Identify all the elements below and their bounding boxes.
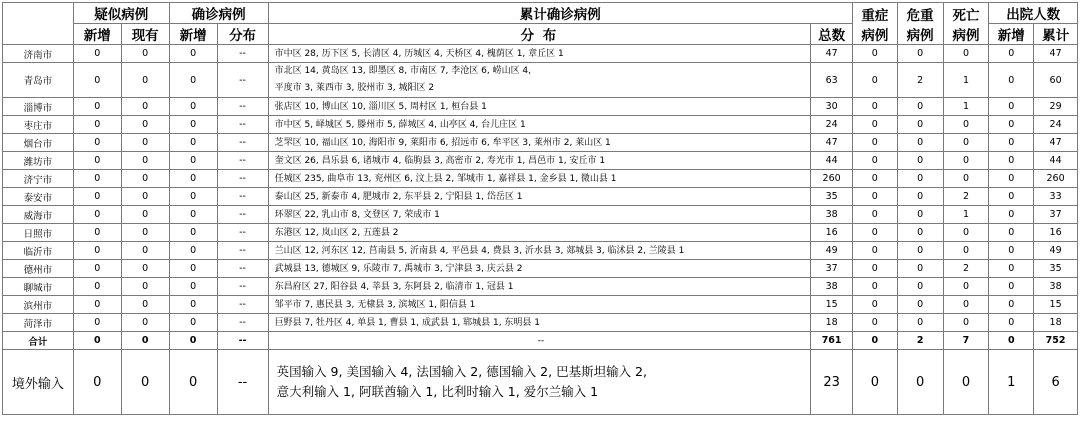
death-cell: 2 (943, 260, 989, 278)
header-severe: 重症 病例 (852, 3, 897, 45)
death-cell: 1 (943, 98, 989, 116)
confirmed-distribution-cell: -- (217, 188, 268, 206)
city-cell: 德州市 (3, 260, 74, 278)
severe-cell: 0 (852, 296, 897, 314)
confirmed-distribution-cell: -- (217, 260, 268, 278)
severe-cell: 0 (852, 242, 897, 260)
discharged-new-cell: 0 (989, 152, 1034, 170)
confirmed-new-cell: 0 (169, 278, 217, 296)
severe-cell: 0 (852, 98, 897, 116)
confirmed-distribution-cell: -- (217, 242, 268, 260)
suspected-current-cell: 0 (121, 242, 169, 260)
confirmed-new-cell: 0 (169, 188, 217, 206)
table-row (3, 242, 1078, 260)
cumulative-distribution-cell (268, 134, 811, 152)
cumulative-total-cell: 23 (811, 350, 853, 415)
covid-stats-table (2, 2, 1078, 415)
severe-cell: 0 (852, 116, 897, 134)
suspected-new-cell: 0 (73, 296, 121, 314)
discharged-cumulative-cell: 49 (1034, 242, 1078, 260)
cumulative-total-cell: 47 (811, 134, 853, 152)
distribution-line: 武城县 13, 德城区 9, 乐陵市 7, 禹城市 3, 宁津县 3, 庆云县 2 (274, 263, 523, 274)
confirmed-new-cell: 0 (169, 242, 217, 260)
critical-cell: 2 (897, 63, 943, 98)
cumulative-distribution-cell (268, 260, 811, 278)
suspected-new-cell: 0 (73, 242, 121, 260)
cumulative-distribution-cell (268, 63, 811, 98)
distribution-line: 张店区 10, 博山区 10, 淄川区 5, 周村区 1, 桓台县 1 (274, 101, 487, 112)
death-cell: 0 (943, 314, 989, 332)
table-row (3, 152, 1078, 170)
table-row (3, 170, 1078, 188)
distribution-line: 市北区 14, 黄岛区 13, 即墨区 8, 市南区 7, 李沧区 6, 崂山区 4, (274, 66, 532, 76)
confirmed-distribution-cell: -- (217, 45, 268, 63)
discharged-new-cell: 1 (989, 350, 1034, 415)
death-cell: 2 (943, 188, 989, 206)
header-confirmed: 确诊病例 (169, 3, 268, 24)
header-suspected-new: 新增 (73, 24, 121, 45)
death-cell: 1 (943, 206, 989, 224)
city-cell: 境外输入 (3, 350, 74, 415)
city-cell: 济南市 (3, 45, 74, 63)
suspected-current-cell: 0 (121, 260, 169, 278)
confirmed-distribution-cell: -- (217, 63, 268, 98)
suspected-new-cell: 0 (73, 206, 121, 224)
critical-cell: 0 (897, 350, 943, 415)
table-row (3, 188, 1078, 206)
header-discharged-cumulative: 累计 (1034, 24, 1078, 45)
distribution-line: 巨野县 7, 牡丹区 4, 单县 1, 曹县 1, 成武县 1, 郓城县 1, 东明县 1 (274, 317, 541, 328)
confirmed-distribution-cell: -- (217, 224, 268, 242)
death-cell: 0 (943, 134, 989, 152)
severe-cell: 0 (852, 350, 897, 415)
cumulative-distribution-cell (268, 224, 811, 242)
city-cell: 合计 (3, 332, 74, 350)
confirmed-distribution-cell: -- (217, 278, 268, 296)
suspected-new-cell: 0 (73, 278, 121, 296)
discharged-new-cell: 0 (989, 332, 1034, 350)
cumulative-total-cell: 15 (811, 296, 853, 314)
city-cell: 淄博市 (3, 98, 74, 116)
confirmed-distribution-cell: -- (217, 296, 268, 314)
distribution-line: 邹平市 7, 惠民县 3, 无棣县 3, 滨城区 1, 阳信县 1 (274, 299, 476, 310)
distribution-line: 英国输入 9, 美国输入 4, 法国输入 2, 德国输入 2, 巴基斯坦输入 2, (276, 364, 647, 379)
distribution-line: 东昌府区 27, 阳谷县 4, 莘县 3, 东阿县 2, 临清市 1, 冠县 1 (274, 281, 514, 292)
cumulative-distribution-cell (268, 296, 811, 314)
distribution-line: 平度市 3, 莱西市 3, 胶州市 3, 城阳区 2 (274, 83, 435, 93)
table-body (3, 45, 1078, 415)
death-cell: 0 (943, 242, 989, 260)
death-cell: 0 (943, 152, 989, 170)
distribution-line: 环翠区 22, 乳山市 8, 文登区 7, 荣成市 1 (274, 209, 440, 220)
cumulative-total-cell: 44 (811, 152, 853, 170)
severe-cell: 0 (852, 152, 897, 170)
confirmed-new-cell: 0 (169, 152, 217, 170)
distribution-line: 芝罘区 10, 福山区 10, 海阳市 9, 莱阳市 6, 招远市 6, 牟平区 3, 莱州市 2, 莱山区 1 (274, 137, 611, 148)
suspected-new-cell: 0 (73, 98, 121, 116)
discharged-cumulative-cell: 29 (1034, 98, 1078, 116)
confirmed-distribution-cell: -- (217, 206, 268, 224)
discharged-new-cell: 0 (989, 170, 1034, 188)
suspected-current-cell: 0 (121, 152, 169, 170)
table-row (3, 296, 1078, 314)
confirmed-new-cell: 0 (169, 224, 217, 242)
suspected-new-cell: 0 (73, 350, 121, 415)
discharged-cumulative-cell: 35 (1034, 260, 1078, 278)
cumulative-distribution-cell (268, 98, 811, 116)
confirmed-new-cell: 0 (169, 116, 217, 134)
critical-cell: 0 (897, 314, 943, 332)
severe-cell: 0 (852, 314, 897, 332)
death-cell: 0 (943, 170, 989, 188)
cumulative-total-cell: 35 (811, 188, 853, 206)
foreign-import-row (3, 350, 1078, 415)
header-confirmed-distribution: 分布 (217, 24, 268, 45)
cumulative-distribution-cell (268, 314, 811, 332)
cumulative-distribution-cell (268, 242, 811, 260)
critical-cell: 2 (897, 332, 943, 350)
city-cell: 泰安市 (3, 188, 74, 206)
table-row (3, 134, 1078, 152)
suspected-current-cell: 0 (121, 314, 169, 332)
discharged-new-cell: 0 (989, 116, 1034, 134)
discharged-new-cell: 0 (989, 314, 1034, 332)
suspected-current-cell: 0 (121, 224, 169, 242)
cumulative-distribution-cell (268, 350, 811, 415)
distribution-line: 任城区 235, 曲阜市 13, 兖州区 6, 汶上县 2, 邹城市 1, 嘉祥县 1, 金乡县 1, 微山县 1 (274, 173, 617, 184)
suspected-new-cell: 0 (73, 45, 121, 63)
discharged-cumulative-cell: 47 (1034, 45, 1078, 63)
critical-cell: 0 (897, 134, 943, 152)
header-death: 死亡 病例 (943, 3, 989, 45)
severe-cell: 0 (852, 134, 897, 152)
cumulative-total-cell: 18 (811, 314, 853, 332)
suspected-new-cell: 0 (73, 170, 121, 188)
critical-cell: 0 (897, 224, 943, 242)
distribution-line: 兰山区 12, 河东区 12, 莒南县 5, 沂南县 4, 平邑县 4, 费县 3, 沂水县 3, 郯城县 3, 临沭县 2, 兰陵县 1 (274, 245, 685, 256)
confirmed-distribution-cell: -- (217, 98, 268, 116)
critical-cell: 0 (897, 206, 943, 224)
discharged-new-cell: 0 (989, 278, 1034, 296)
table-row (3, 98, 1078, 116)
table-row (3, 45, 1078, 63)
cumulative-total-cell: 63 (811, 63, 853, 98)
header-cumulative: 累计确诊病例 (268, 3, 852, 24)
confirmed-new-cell: 0 (169, 206, 217, 224)
suspected-new-cell: 0 (73, 134, 121, 152)
cumulative-distribution-cell (268, 206, 811, 224)
suspected-new-cell: 0 (73, 116, 121, 134)
suspected-current-cell: 0 (121, 188, 169, 206)
header-critical: 危重 病例 (897, 3, 943, 45)
table-row (3, 278, 1078, 296)
suspected-current-cell: 0 (121, 350, 169, 415)
discharged-new-cell: 0 (989, 242, 1034, 260)
table-row (3, 116, 1078, 134)
discharged-new-cell: 0 (989, 224, 1034, 242)
discharged-cumulative-cell: 18 (1034, 314, 1078, 332)
discharged-new-cell: 0 (989, 98, 1034, 116)
header-discharged-new: 新增 (989, 24, 1034, 45)
suspected-current-cell: 0 (121, 170, 169, 188)
confirmed-new-cell: 0 (169, 98, 217, 116)
discharged-cumulative-cell: 260 (1034, 170, 1078, 188)
city-cell: 日照市 (3, 224, 74, 242)
suspected-new-cell: 0 (73, 332, 121, 350)
confirmed-distribution-cell: -- (217, 134, 268, 152)
confirmed-distribution-cell: -- (217, 116, 268, 134)
cumulative-total-cell: 16 (811, 224, 853, 242)
header-confirmed-new: 新增 (169, 24, 217, 45)
cumulative-total-cell: 37 (811, 260, 853, 278)
discharged-cumulative-cell: 15 (1034, 296, 1078, 314)
confirmed-new-cell: 0 (169, 63, 217, 98)
severe-cell: 0 (852, 260, 897, 278)
table-row (3, 63, 1078, 98)
cumulative-distribution-cell (268, 188, 811, 206)
suspected-current-cell: 0 (121, 116, 169, 134)
cumulative-total-cell: 47 (811, 45, 853, 63)
confirmed-new-cell: 0 (169, 332, 217, 350)
suspected-new-cell: 0 (73, 188, 121, 206)
cumulative-distribution-cell (268, 170, 811, 188)
severe-cell: 0 (852, 188, 897, 206)
confirmed-new-cell: 0 (169, 170, 217, 188)
severe-cell: 0 (852, 278, 897, 296)
severe-cell: 0 (852, 224, 897, 242)
critical-cell: 0 (897, 116, 943, 134)
discharged-cumulative-cell: 24 (1034, 116, 1078, 134)
critical-cell: 0 (897, 296, 943, 314)
confirmed-new-cell: 0 (169, 45, 217, 63)
cumulative-distribution-cell (268, 152, 811, 170)
suspected-new-cell: 0 (73, 314, 121, 332)
death-cell: 1 (943, 63, 989, 98)
confirmed-new-cell: 0 (169, 314, 217, 332)
discharged-cumulative-cell: 60 (1034, 63, 1078, 98)
discharged-new-cell: 0 (989, 63, 1034, 98)
discharged-cumulative-cell: 44 (1034, 152, 1078, 170)
discharged-cumulative-cell: 752 (1034, 332, 1078, 350)
suspected-current-cell: 0 (121, 63, 169, 98)
distribution-line: 东港区 12, 岚山区 2, 五莲县 2 (274, 227, 399, 238)
critical-cell: 0 (897, 278, 943, 296)
suspected-current-cell: 0 (121, 134, 169, 152)
critical-cell: 0 (897, 242, 943, 260)
cumulative-total-cell: 761 (811, 332, 853, 350)
suspected-current-cell: 0 (121, 296, 169, 314)
confirmed-new-cell: 0 (169, 296, 217, 314)
severe-cell: 0 (852, 332, 897, 350)
city-cell: 菏泽市 (3, 314, 74, 332)
table-row (3, 206, 1078, 224)
suspected-new-cell: 0 (73, 152, 121, 170)
cumulative-distribution-cell (268, 116, 811, 134)
distribution-line: 泰山区 25, 新泰市 4, 肥城市 2, 东平县 2, 宁阳县 1, 岱岳区 1 (274, 191, 523, 202)
suspected-new-cell: 0 (73, 260, 121, 278)
cumulative-total-cell: 38 (811, 278, 853, 296)
confirmed-distribution-cell: -- (217, 350, 268, 415)
discharged-cumulative-cell: 6 (1034, 350, 1078, 415)
header-cumulative-total: 总数 (811, 24, 853, 45)
severe-cell: 0 (852, 206, 897, 224)
city-cell: 青岛市 (3, 63, 74, 98)
suspected-current-cell: 0 (121, 206, 169, 224)
header-city (3, 3, 74, 45)
cumulative-total-cell: 49 (811, 242, 853, 260)
confirmed-distribution-cell: -- (217, 332, 268, 350)
discharged-new-cell: 0 (989, 188, 1034, 206)
city-cell: 潍坊市 (3, 152, 74, 170)
confirmed-distribution-cell: -- (217, 314, 268, 332)
critical-cell: 0 (897, 260, 943, 278)
confirmed-new-cell: 0 (169, 134, 217, 152)
discharged-new-cell: 0 (989, 296, 1034, 314)
critical-cell: 0 (897, 188, 943, 206)
suspected-current-cell: 0 (121, 332, 169, 350)
critical-cell: 0 (897, 152, 943, 170)
cumulative-distribution-cell (268, 45, 811, 63)
cumulative-total-cell: 24 (811, 116, 853, 134)
table-row (3, 260, 1078, 278)
confirmed-distribution-cell: -- (217, 152, 268, 170)
death-cell: 7 (943, 332, 989, 350)
death-cell: 0 (943, 350, 989, 415)
critical-cell: 0 (897, 170, 943, 188)
cumulative-distribution-cell (268, 278, 811, 296)
discharged-new-cell: 0 (989, 206, 1034, 224)
suspected-current-cell: 0 (121, 98, 169, 116)
confirmed-new-cell: 0 (169, 260, 217, 278)
discharged-new-cell: 0 (989, 45, 1034, 63)
death-cell: 0 (943, 45, 989, 63)
critical-cell: 0 (897, 98, 943, 116)
city-cell: 临沂市 (3, 242, 74, 260)
discharged-cumulative-cell: 37 (1034, 206, 1078, 224)
cumulative-distribution-cell: -- (268, 332, 811, 350)
city-cell: 济宁市 (3, 170, 74, 188)
city-cell: 威海市 (3, 206, 74, 224)
discharged-cumulative-cell: 16 (1034, 224, 1078, 242)
distribution-line: 市中区 28, 历下区 5, 长清区 4, 历城区 4, 天桥区 4, 槐荫区 1, 章丘区 1 (274, 48, 564, 59)
header-cumulative-distribution: 分 布 (268, 24, 811, 45)
table-row (3, 314, 1078, 332)
city-cell: 滨州市 (3, 296, 74, 314)
header-discharged: 出院人数 (989, 3, 1078, 24)
suspected-new-cell: 0 (73, 224, 121, 242)
city-cell: 烟台市 (3, 134, 74, 152)
cumulative-total-cell: 38 (811, 206, 853, 224)
suspected-new-cell: 0 (73, 63, 121, 98)
suspected-current-cell: 0 (121, 45, 169, 63)
city-cell: 聊城市 (3, 278, 74, 296)
severe-cell: 0 (852, 45, 897, 63)
suspected-current-cell: 0 (121, 278, 169, 296)
distribution-line: 奎文区 26, 昌乐县 6, 诸城市 4, 临朐县 3, 高密市 2, 寿光市 1, 昌邑市 1, 安丘市 1 (274, 155, 606, 166)
discharged-cumulative-cell: 33 (1034, 188, 1078, 206)
severe-cell: 0 (852, 170, 897, 188)
death-cell: 0 (943, 296, 989, 314)
severe-cell: 0 (852, 63, 897, 98)
header-suspected: 疑似病例 (73, 3, 169, 24)
death-cell: 0 (943, 116, 989, 134)
death-cell: 0 (943, 224, 989, 242)
table-row (3, 224, 1078, 242)
discharged-cumulative-cell: 47 (1034, 134, 1078, 152)
total-row (3, 332, 1078, 350)
distribution-line: 意大利输入 1, 阿联酋输入 1, 比利时输入 1, 爱尔兰输入 1 (276, 384, 599, 399)
critical-cell: 0 (897, 45, 943, 63)
discharged-new-cell: 0 (989, 134, 1034, 152)
city-cell: 枣庄市 (3, 116, 74, 134)
distribution-line: 市中区 5, 峄城区 5, 滕州市 5, 薛城区 4, 山亭区 4, 台儿庄区 1 (274, 119, 526, 130)
cumulative-total-cell: 260 (811, 170, 853, 188)
header-suspected-current: 现有 (121, 24, 169, 45)
discharged-new-cell: 0 (989, 260, 1034, 278)
death-cell: 0 (943, 278, 989, 296)
confirmed-distribution-cell: -- (217, 170, 268, 188)
confirmed-new-cell: 0 (169, 350, 217, 415)
discharged-cumulative-cell: 38 (1034, 278, 1078, 296)
header-row-1 (3, 3, 1078, 24)
cumulative-total-cell: 30 (811, 98, 853, 116)
